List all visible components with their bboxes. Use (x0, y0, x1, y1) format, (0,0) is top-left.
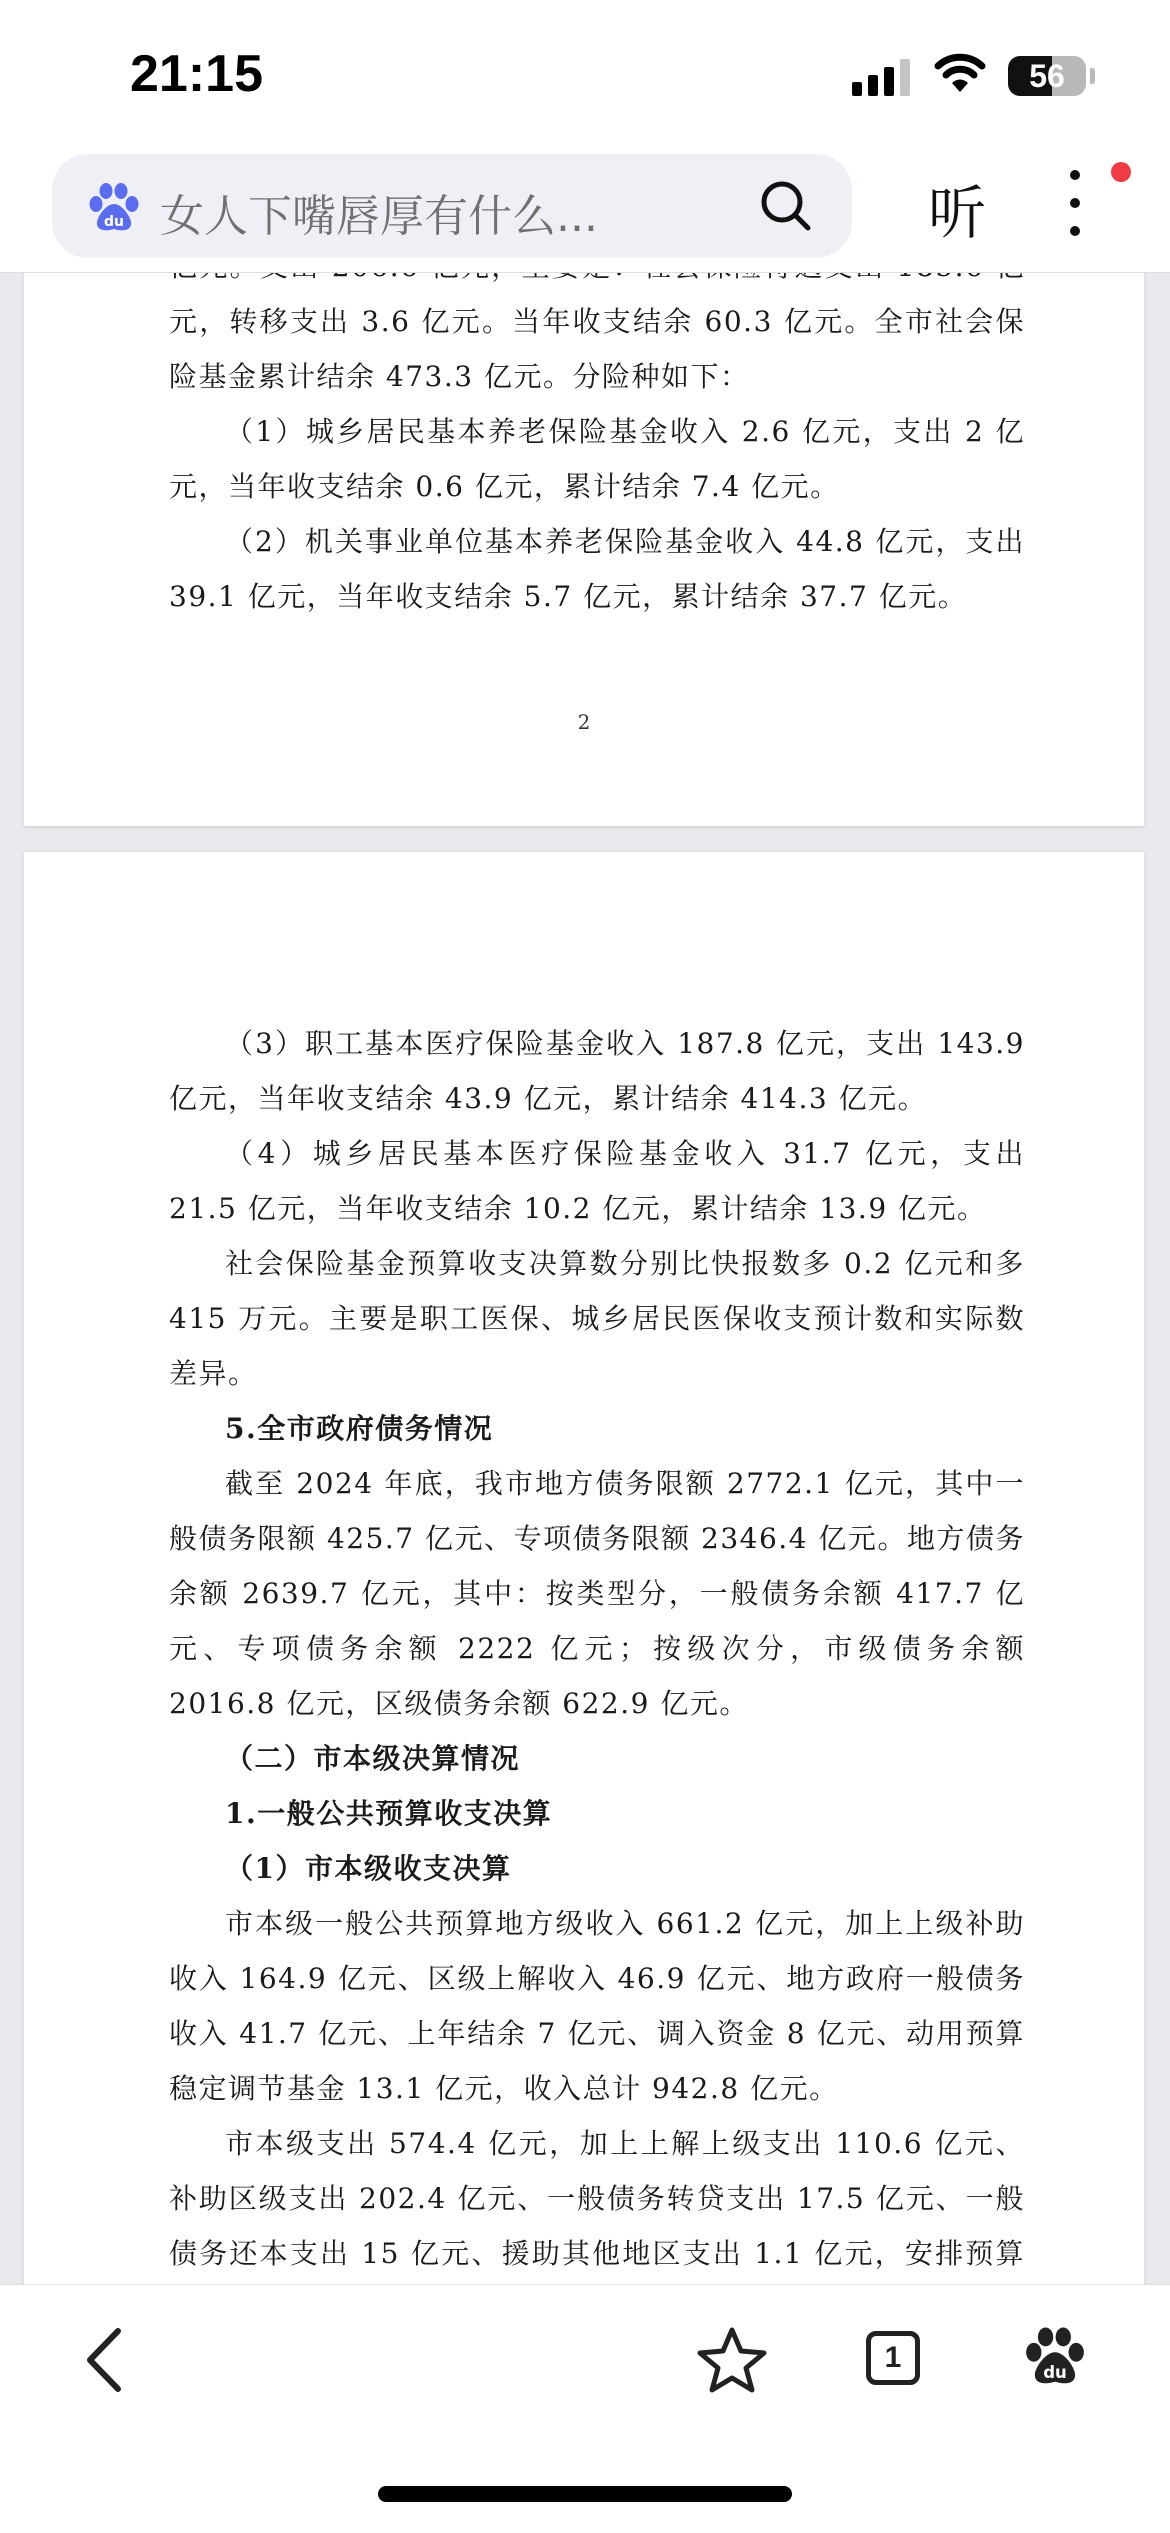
paragraph: 截至 2024 年底，我市地方债务限额 2772.1 亿元，其中一般债务限额 425.7 亿元、专项债务限额 2346.4 亿元。地方债务余额 2639.7 亿元，其中：按类型分，一般债务余额 417.7 亿元、专项债务余额 2222 亿元；按级次分，市级债务余额 2016.8 亿元，区级债务余额 622.9 亿元。 (169, 1467, 1025, 1720)
listen-button[interactable]: 听 (928, 179, 987, 247)
search-query-text[interactable]: 女人下嘴唇厚有什么... (160, 191, 598, 242)
browser-top-bar (0, 150, 1170, 273)
status-time: 21:15 (130, 45, 263, 103)
battery-icon (1008, 56, 1086, 96)
star-icon[interactable] (696, 2325, 768, 2395)
paragraph: 市本级一般公共预算地方级收入 661.2 亿元，加上上级补助收入 164.9 亿元、区级上解收入 46.9 亿元、地方政府一般债务收入 41.7 亿元、上年结余 7 亿元、调入资金 8 亿元、动用预算稳定调节基金 13.1 亿元，收入总计 942.8 亿元。 (169, 1907, 1025, 2105)
section-heading: 5.全市政府债务情况 (225, 1412, 494, 1445)
cellular-signal-icon (852, 58, 912, 96)
paragraph: （3）职工基本医疗保险基金收入 187.8 亿元，支出 143.9 亿元，当年收支结余 43.9 亿元，累计结余 414.3 亿元。 (169, 1027, 1025, 1115)
svg-text:du: du (1043, 2363, 1067, 2383)
search-icon[interactable] (758, 178, 814, 234)
wifi-icon (934, 52, 986, 94)
page-number: 2 (577, 710, 591, 734)
notification-dot (1111, 162, 1131, 182)
tabs-icon[interactable]: 1 (866, 2331, 920, 2385)
paragraph: 元，转移支出 3.6 亿元。当年收支结余 60.3 亿元。全市社会保险基金累计结余 473.3 亿元。分险种如下： (169, 305, 1025, 393)
paragraph: （1）城乡居民基本养老保险基金收入 2.6 亿元，支出 2 亿元，当年收支结余 0.6 亿元，累计结余 7.4 亿元。 (169, 415, 1025, 503)
section-heading: （二）市本级决算情况 (225, 1742, 521, 1775)
baidu-paw-logo (86, 182, 142, 234)
back-icon[interactable] (80, 2325, 130, 2395)
svg-text:du: du (104, 214, 124, 230)
status-bar (0, 0, 1170, 150)
section-heading: （1）市本级收支决算 (225, 1852, 512, 1885)
paragraph: （4）城乡居民基本医疗保险基金收入 31.7 亿元，支出 21.5 亿元，当年收支结余 10.2 亿元，累计结余 13.9 亿元。 (169, 1137, 1025, 1225)
battery-level: 56 (1029, 58, 1065, 94)
section-heading: 1.一般公共预算收支决算 (225, 1797, 553, 1830)
paragraph: 社会保险基金预算收支决算数分别比快报数多 0.2 亿元和多 415 万元。主要是职工医保、城乡居民医保收支预计数和实际数差异。 (169, 1247, 1025, 1390)
search-box[interactable] (52, 154, 852, 258)
paragraph: 市本级支出 574.4 亿元，加上上解上级支出 110.6 亿元、补助区级支出 202.4 亿元、一般债务转贷支出 17.5 亿元、一般债务还本支出 15 亿元、援助其他地区支出 1.1 亿元，安排预算 (169, 2127, 1025, 2270)
more-icon[interactable] (1060, 170, 1090, 240)
document-page (24, 852, 1144, 2352)
home-indicator[interactable] (378, 2486, 792, 2502)
battery-tip (1090, 68, 1095, 84)
paragraph: （2）机关事业单位基本养老保险基金收入 44.8 亿元，支出 39.1 亿元，当年收支结余 5.7 亿元，累计结余 37.7 亿元。 (169, 525, 1025, 613)
baidu-paw-icon[interactable] (1022, 2325, 1088, 2389)
